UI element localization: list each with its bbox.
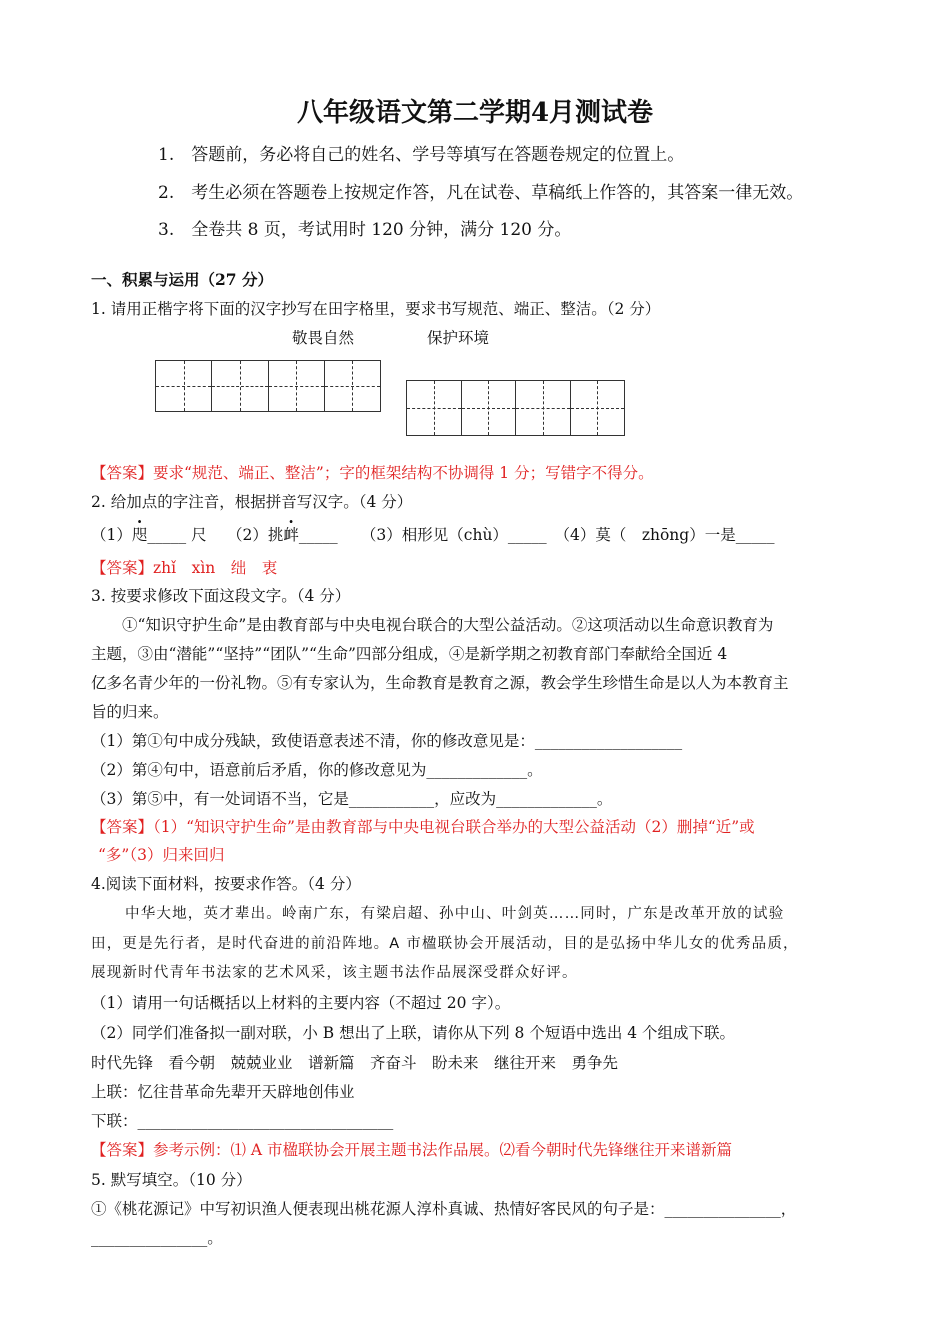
section-heading: 一、积累与运用（27 分）	[91, 270, 273, 289]
question-5-line: ①《桃花源记》中写初识渔人便表现出桃花源人淳朴真诚、热情好客民风的句子是：_______________，	[91, 1200, 797, 1218]
answer-4: 【答案】参考示例：⑴ A 市楹联协会开展主题书法作品展。⑵看今朝时代先锋继往开来谱新篇	[91, 1141, 733, 1159]
sub-question: （3）第⑤中，有一处词语不当，它是___________，应改为_____________。	[91, 790, 613, 808]
question-2: 2. 给加点的字注音，根据拼音写汉字。（4 分）	[91, 493, 413, 511]
question-4: 4.阅读下面材料，按要求作答。（4 分）	[91, 875, 361, 893]
sub-question: （2）同学们准备拟一副对联，小 B 想出了上联，请你从下列 8 个短语中选出 4 个组成下联。	[91, 1024, 736, 1042]
phrase-list: 时代先锋 看今朝 兢兢业业 谱新篇 齐奋斗 盼未来 继往开来 勇争先	[91, 1054, 619, 1072]
page-title: 八年级语文第二学期4月测试卷	[296, 98, 654, 128]
lower-couplet: 下联：_________________________________	[91, 1112, 394, 1130]
paragraph-line: 主题，③由“潜能”“坚持”“团队”“生命”四部分组成，④是新学期之初教育部门奉献给全国近 4	[91, 645, 728, 663]
material-line: 展现新时代青年书法家的艺术风采，该主题书法作品展深受群众好评。	[91, 965, 578, 981]
sub-question: （2）第④句中，语意前后矛盾，你的修改意见为_____________。	[91, 761, 543, 779]
answer-3: 【答案】（1）“知识守护生命”是由教育部与中央电视台联合举办的大型公益活动（2）删掉“近”或	[91, 818, 755, 836]
question-2-items: （1）咫_____ 尺 （2）挑衅_____ （3）相形见（chù）_____ （4）莫（ zhōng）一是_____	[91, 526, 775, 544]
word-1: 敬畏自然	[292, 329, 355, 347]
material-line: 中华大地，英才辈出。岭南广东，有梁启超、孙中山、叶剑英……同时，广东是改革开放的试验	[125, 906, 785, 922]
sub-question: （1）请用一句话概括以上材料的主要内容（不超过 20 字）。	[91, 994, 511, 1012]
paragraph-line: ①“知识守护生命”是由教育部与中央电视台联合的大型公益活动。②这项活动以生命意识教育为	[122, 616, 774, 634]
instruction: 3. 全卷共 8 页，考试用时 120 分钟，满分 120 分。	[158, 220, 572, 240]
question-5: 5. 默写填空。（10 分）	[91, 1171, 252, 1189]
question-5-line: _______________。	[91, 1229, 223, 1247]
instruction: 2. 考生必须在答题卷上按规定作答，凡在试卷、草稿纸上作答的，其答案一律无效。	[158, 183, 804, 203]
word-2: 保护环境	[427, 329, 490, 347]
upper-couplet: 上联：忆往昔革命先辈开天辟地创伟业	[91, 1083, 355, 1101]
answer-1: 【答案】要求“规范、端正、整洁”；字的框架结构不协调得 1 分；写错字不得分。	[91, 464, 654, 482]
answer-2: 【答案】zhǐ xìn 绌 衷	[91, 559, 278, 577]
question-3: 3. 按要求修改下面这段文字。（4 分）	[91, 587, 351, 605]
instruction: 1. 答题前，务必将自己的姓名、学号等填写在答题卷规定的位置上。	[158, 145, 685, 165]
tian-grid-2[interactable]	[406, 380, 625, 436]
paragraph-line: 亿多名青少年的一份礼物。⑤有专家认为，生命教育是教育之源，教会学生珍惜生命是以人为本教育主	[91, 674, 789, 692]
material-line: 田，更是先行者，是时代奋进的前沿阵地。A 市楹联协会开展活动，目的是弘扬中华儿女的优秀品质，	[91, 936, 799, 952]
answer-3: “多”（3）归来回归	[98, 846, 225, 864]
question-1: 1. 请用正楷字将下面的汉字抄写在田字格里，要求书写规范、端正、整洁。（2 分）	[91, 300, 661, 318]
sub-question: （1）第①句中成分残缺，致使语意表述不清，你的修改意见是：___________________	[91, 732, 683, 750]
paragraph-line: 旨的归来。	[91, 703, 169, 721]
tian-grid-1[interactable]	[155, 360, 381, 412]
